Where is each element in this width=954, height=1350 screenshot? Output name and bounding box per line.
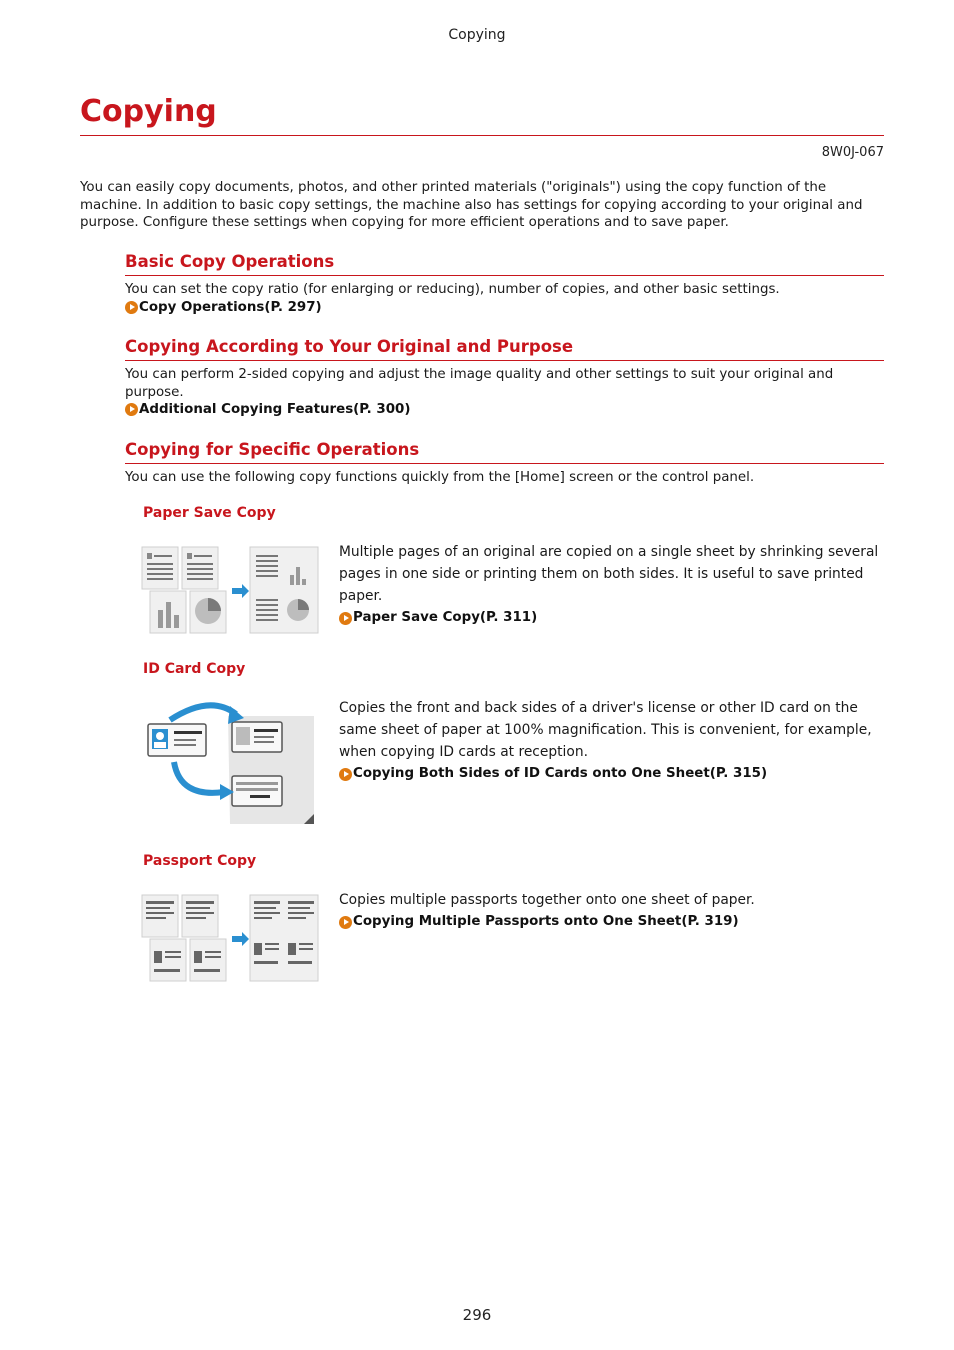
section-divider bbox=[125, 275, 884, 276]
section-text-specific-operations: You can use the following copy functions quickly from the [Home] screen or the control panel. bbox=[125, 470, 755, 485]
link-label: Copy Operations(P. 297) bbox=[139, 299, 322, 315]
section-text-basic-copy bbox=[125, 281, 884, 316]
passport-copy-figure bbox=[140, 893, 322, 985]
link-label: Copying Multiple Passports onto One Sheet(P. 319) bbox=[353, 914, 739, 929]
feature-text: Copies multiple passports together onto one sheet of paper. bbox=[339, 892, 755, 908]
link-arrow-icon bbox=[339, 768, 352, 781]
id-card-copy-link[interactable] bbox=[339, 763, 879, 785]
feature-heading-id-card: ID Card Copy bbox=[143, 661, 246, 677]
running-header: Copying bbox=[448, 27, 506, 43]
document-id: 8W0J-067 bbox=[821, 145, 884, 160]
feature-desc-paper-save bbox=[339, 541, 879, 629]
link-label: Copying Both Sides of ID Cards onto One Sheet(P. 315) bbox=[353, 766, 768, 781]
page-title: Copying bbox=[80, 94, 217, 129]
link-arrow-icon bbox=[125, 301, 138, 314]
feature-heading-paper-save: Paper Save Copy bbox=[143, 505, 276, 521]
section-heading-original-purpose: Copying According to Your Original and Purpose bbox=[125, 337, 574, 356]
link-arrow-icon bbox=[339, 612, 352, 625]
link-label: Paper Save Copy(P. 311) bbox=[353, 610, 538, 625]
section-heading-basic-copy: Basic Copy Operations bbox=[125, 252, 335, 271]
feature-heading-passport: Passport Copy bbox=[143, 853, 257, 869]
id-card-copy-figure bbox=[140, 700, 322, 828]
title-divider bbox=[80, 135, 884, 136]
additional-copying-features-link[interactable] bbox=[125, 401, 884, 419]
section-heading-specific-operations: Copying for Specific Operations bbox=[125, 440, 420, 459]
feature-text: Copies the front and back sides of a driver's license or other ID card on the same sheet of paper at 100% magnification. This is convenient, for example, when copying ID cards at reception. bbox=[339, 700, 872, 760]
copy-operations-link[interactable] bbox=[125, 299, 884, 317]
section-text: You can set the copy ratio (for enlarging or reducing), number of copies, and other basic settings. bbox=[125, 282, 780, 297]
feature-desc-id-card bbox=[339, 697, 879, 785]
link-label: Additional Copying Features(P. 300) bbox=[139, 402, 411, 417]
section-text: You can perform 2-sided copying and adjust the image quality and other settings to suit your original and purpose. bbox=[125, 367, 834, 400]
section-divider bbox=[125, 360, 884, 361]
link-arrow-icon bbox=[125, 403, 138, 416]
section-text-original-purpose bbox=[125, 366, 884, 419]
link-arrow-icon bbox=[339, 916, 352, 929]
intro-paragraph: You can easily copy documents, photos, and other printed materials ("originals") using the copy function of the machine. In addition to basic copy settings, the machine also has settings for copying according to your original and purpose. Configure these settings when copying for more efficient operations and to save paper. bbox=[80, 180, 863, 230]
feature-desc-passport bbox=[339, 889, 879, 933]
passport-copy-link[interactable] bbox=[339, 911, 879, 933]
paper-save-copy-link[interactable] bbox=[339, 607, 879, 629]
feature-text: Multiple pages of an original are copied on a single sheet by shrinking several pages in one side or printing them on both sides. It is useful to save printed paper. bbox=[339, 544, 879, 604]
paper-save-copy-figure bbox=[140, 545, 322, 637]
section-divider bbox=[125, 463, 884, 464]
page-number: 296 bbox=[462, 1306, 492, 1324]
